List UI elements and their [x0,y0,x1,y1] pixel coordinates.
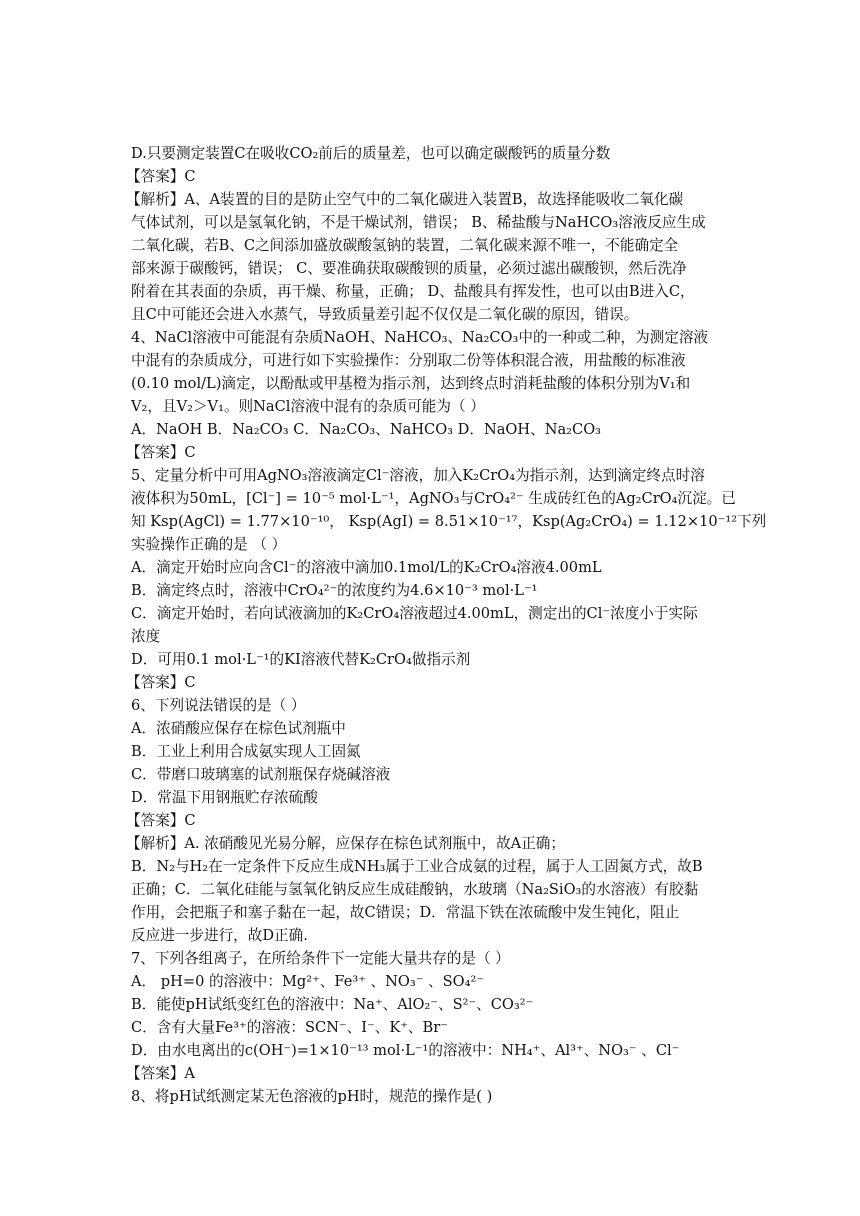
text-line: (0.10 mol/L)滴定，以酚酞或甲基橙为指示剂，达到终点时消耗盐酸的体积分别为V₁和 [131,375,691,392]
option-line: B．滴定终点时，溶液中CrO₄²⁻的浓度约为4.6×10⁻³ mol·L⁻¹ [131,582,538,599]
option-line: A．浓硝酸应保存在棕色试剂瓶中 [131,720,346,737]
question-5-stem: 5、定量分析中可用AgNO₃溶液滴定Cl⁻溶液，加入K₂CrO₄为指示剂，达到滴定终点时溶 [131,467,705,484]
analysis-line: 【解析】A. 浓硝酸见光易分解，应保存在棕色试剂瓶中，故A正确； [126,835,565,852]
answer-line: 【答案】C [126,444,196,461]
option-line: A．滴定开始时应向含Cl⁻的溶液中滴加0.1mol/L的K₂CrO₄溶液4.00mL [131,559,602,576]
answer-line: 【答案】C [126,812,196,829]
option-line: D．常温下用钢瓶贮存浓硫酸 [131,789,318,806]
option-line: B．能使pH试纸变红色的溶液中：Na⁺、AlO₂⁻、S²⁻、CO₃²⁻ [131,996,534,1013]
question-4-stem: 4、NaCl溶液中可能混有杂质NaOH、NaHCO₃、Na₂CO₃中的一种或二种，为测定溶液 [131,329,709,346]
option-line: B．工业上利用合成氨实现人工固氮 [131,743,361,760]
text-line: B．N₂与H₂在一定条件下反应生成NH₃属于工业合成氨的过程，属于人工固氮方式，故B [131,858,703,875]
text-line: 中混有的杂质成分，可进行如下实验操作：分别取二份等体积混合液，用盐酸的标准液 [131,352,686,369]
text-line: 附着在其表面的杂质，再干燥、称量，正确； D、盐酸具有挥发性，也可以由B进入C， [131,283,695,300]
text-line: 作用，会把瓶子和塞子黏在一起，故C错误；D．常温下铁在浓硫酸中发生钝化，阻止 [131,904,680,921]
text-line: 知 Ksp(AgCl) = 1.77×10⁻¹⁰， Ksp(AgI) = 8.51×10⁻¹⁷，Ksp(Ag₂CrO₄) = 1.12×10⁻¹²下列 [131,513,767,530]
text-line: 正确；C．二氧化硅能与氢氧化钠反应生成硅酸钠，水玻璃（Na₂SiO₃的水溶液）有胶黏 [131,881,699,898]
question-8-stem: 8、将pH试纸测定某无色溶液的pH时，规范的操作是( ) [131,1088,493,1105]
option-line: C．滴定开始时，若向试液滴加的K₂CrO₄溶液超过4.00mL，测定出的Cl⁻浓度小于实际 [131,605,698,622]
question-4-options: A．NaOH B．Na₂CO₃ C．Na₂CO₃、NaHCO₃ D．NaOH、Na₂CO₃ [131,421,602,438]
option-line: D．可用0.1 mol·L⁻¹的KI溶液代替K₂CrO₄做指示剂 [131,651,471,668]
text-line: 反应进一步进行，故D正确. [131,927,308,944]
text-line: 浓度 [131,628,161,645]
text-line: 二氧化碳，若B、C之间添加盛放碳酸氢钠的装置，二氧化碳来源不唯一，不能确定全 [131,237,679,254]
answer-line: 【答案】C [126,168,196,185]
option-line: D．由水电离出的c(OH⁻)=1×10⁻¹³ mol·L⁻¹的溶液中：NH₄⁺、Al³⁺、NO₃⁻ 、Cl⁻ [131,1042,680,1059]
text-line: D.只要测定装置C在吸收CO₂前后的质量差，也可以确定碳酸钙的质量分数 [131,145,611,162]
text-line: 实验操作正确的是 （ ） [131,536,287,553]
question-7-stem: 7、下列各组离子，在所给条件下一定能大量共存的是（ ） [131,950,510,967]
text-line: 部来源于碳酸钙，错误； C、要准确获取碳酸钡的质量，必须过滤出碳酸钡，然后洗净 [131,260,687,277]
answer-line: 【答案】C [126,674,196,691]
answer-line: 【答案】A [126,1065,195,1082]
text-line: V₂，且V₂＞V₁。则NaCl溶液中混有的杂质可能为（ ） [131,398,485,415]
text-line: 且C中可能还会进入水蒸气，导致质量差引起不仅仅是二氧化碳的原因，错误。 [131,306,639,323]
option-line: C．带磨口玻璃塞的试剂瓶保存烧碱溶液 [131,766,391,783]
analysis-line: 【解析】A、A装置的目的是防止空气中的二氧化碳进入装置B，故选择能吸收二氧化碳 [126,191,684,208]
question-6-stem: 6、下列说法错误的是（ ） [131,697,306,714]
option-line: A． pH=0 的溶液中：Mg²⁺、Fe³⁺ 、NO₃⁻ 、SO₄²⁻ [131,973,485,990]
option-line: C．含有大量Fe³⁺的溶液：SCN⁻、I⁻、K⁺、Br⁻ [131,1019,448,1036]
text-line: 气体试剂，可以是氢氧化钠，不是干燥试剂，错误； B、稀盐酸与NaHCO₃溶液反应生成 [131,214,706,231]
text-line: 液体积为50mL，[Cl⁻] = 10⁻⁵ mol·L⁻¹，AgNO₃与CrO₄²⁻ 生成砖红色的Ag₂CrO₄沉淀。已 [131,490,736,507]
